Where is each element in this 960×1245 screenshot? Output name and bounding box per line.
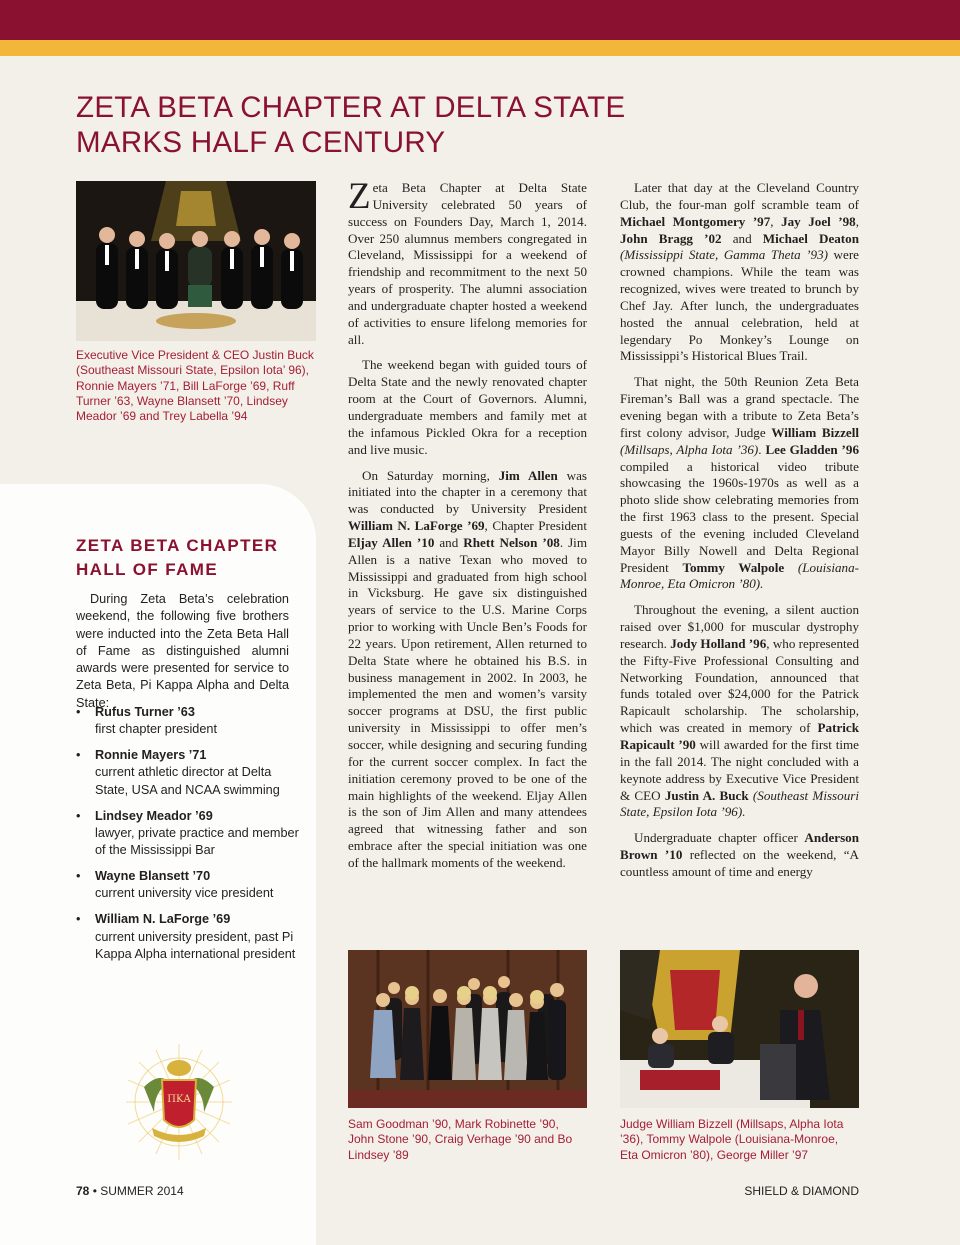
paragraph-text: , who represented the Fifty-Five Professional Consulting and Networking Foundation, announced that funds totaled over $24,000 for the Patrick Rapicault scholarship. The scholarship, which was created in memory of bbox=[620, 635, 860, 736]
list-item bbox=[76, 704, 301, 739]
hall-of-fame-intro: During Zeta Beta’s celebration weekend, the following five brothers were inducted into the Zeta Beta Hall of Fame as distinguished alumni awards were presented for service to Zeta Beta, Pi Kappa Alpha and Delta State: bbox=[76, 592, 289, 710]
affiliation-italic: (Southeast Missouri State, Epsilon Iota ’96). bbox=[620, 787, 859, 820]
photo-speaker-podium bbox=[620, 950, 859, 1108]
paragraph-text: Later that day at the Cleveland Country Club, the four-man golf scramble team of bbox=[620, 180, 859, 212]
paragraph-text: . bbox=[758, 441, 762, 457]
inductee-description: current athletic director at Delta State, USA and NCAA swimming bbox=[95, 765, 280, 797]
paragraph bbox=[348, 468, 587, 872]
name-bold: Anderson Brown ’10 bbox=[620, 830, 859, 863]
top-banner-maroon bbox=[0, 0, 960, 40]
name-bold: Eljay Allen ’10 bbox=[348, 534, 435, 550]
paragraph-text: On Saturday morning, bbox=[362, 467, 490, 483]
inductee-description: current university vice president bbox=[95, 886, 274, 901]
paragraph-text: eta Beta Chapter at Delta State University celebrated 50 years of success on Founders Day, March 1, 2014. Over 250 alumnus members congregated in Cleveland, Mississippi for a weekend of friendship and recommitment to the next 50 years of prosperity. The alumni association and undergraduate chapter hosted a weekend of activities to ensure lifelong memories for all. bbox=[348, 180, 587, 347]
hall-of-fame-list bbox=[76, 704, 301, 972]
paragraph bbox=[620, 180, 859, 365]
name-bold: Michael Montgomery ’97 bbox=[620, 213, 771, 229]
hall-of-fame-title: ZETA BETA CHAPTER HALL OF FAME bbox=[76, 536, 279, 579]
top-banner-gold bbox=[0, 40, 960, 56]
paragraph bbox=[348, 176, 587, 348]
paragraph bbox=[620, 374, 859, 593]
paragraph-text: and bbox=[732, 230, 752, 246]
name-bold: John Bragg ’02 bbox=[620, 230, 722, 246]
paragraph-text: will awarded for the first time in the fall 2014. The night concluded with a keynote address by Executive Vice President & CEO bbox=[620, 737, 859, 803]
photo-speaker-podium-image bbox=[620, 950, 859, 1108]
paragraph-text: and bbox=[439, 534, 459, 550]
drop-cap: Z bbox=[348, 176, 371, 217]
paragraph-text: . Jim Allen is a native Texan who moved to Mississippi and graduated from high school in Vicksburg. He gave six distinguished years of service to the U.S. Marine Corps prior to working with Uncle Ben’s Foods for 22 years. Upon retirement, Allen returned to Delta State where he obtained his B.S. in business management in 2002. In 2003, he implemented the men and women’s varsity soccer programs at DSU, the first public university in Mississippi to offer men’s soccer, while designing and securing funding for the current soccer complex. In fact the initiation ceremony proved to be one of the main highlights of the weekend. Eljay Allen is the son of Jim Allen and many attendees agreed that witnessing father and son embrace after the special initiation was one of the hallmark moments of the weekend. bbox=[348, 534, 588, 870]
article-column-2 bbox=[620, 180, 859, 890]
name-bold: Jay Joel ’98 bbox=[781, 213, 856, 229]
paragraph bbox=[620, 602, 859, 821]
name-bold: Justin A. Buck bbox=[664, 787, 749, 803]
caption-right-photo: Judge William Bizzell (Millsaps, Alpha Iota ’36), Tommy Walpole (Louisiana-Monroe, Eta Omicron ’80), George Miller ’97 bbox=[620, 1117, 844, 1162]
name-bold: Tommy Walpole bbox=[682, 559, 785, 575]
page-number: 78 bbox=[76, 1184, 90, 1198]
affiliation-italic: (Louisiana-Monroe, Eta Omicron ’80). bbox=[620, 559, 859, 592]
caption-middle-photo: Sam Goodman ’90, Mark Robinette ’90, John Stone ’90, Craig Verhage ’90 and Bo Lindsey ’89 bbox=[348, 1117, 573, 1162]
photo-group-tuxedos-image bbox=[76, 181, 316, 341]
paragraph-text: was initiated into the chapter in a ceremony that was conducted by University President bbox=[348, 467, 587, 517]
name-bold: Patrick Rapicault ’90 bbox=[620, 720, 859, 752]
footer-separator: • bbox=[92, 1184, 97, 1198]
paragraph-text: were crowned champions. While the team was recognized, wives were treated to brunch by Chef Jay. After lunch, the undergraduates hosted the annual celebration, held at legendary Po Monkey’s Lounge on Mississippi’s Historical Blues Trail. bbox=[620, 247, 859, 364]
paragraph-text: compiled a historical video tribute showcasing the 1960s-1970s as well as a photo slide show celebrating memories from the first 1963 class to the present. Special guests of the evening included Cleveland Mayor Billy Nowell and Delta Regional President bbox=[620, 458, 859, 575]
affiliation-italic: (Mississippi State, Gamma Theta ’93) bbox=[620, 247, 828, 263]
footer-left bbox=[76, 1184, 184, 1198]
name-bold: Jim Allen bbox=[498, 467, 558, 483]
list-item bbox=[76, 868, 301, 903]
name-bold: Jody Holland ’96 bbox=[670, 635, 767, 651]
caption-top-photo: Executive Vice President & CEO Justin Buck (Southeast Missouri State, Epsilon Iota’ 96), Ronnie Mayers ’71, Bill LaForge ’69, Ruff Turner ’63, Wayne Blansett ’70, Lindsey Meador ’69 and Trey Labella ’94 bbox=[76, 348, 314, 424]
paragraph-text: , bbox=[770, 213, 774, 229]
footer-publication: SHIELD & DIAMOND bbox=[744, 1184, 859, 1198]
inductee-description: first chapter president bbox=[95, 722, 217, 737]
name-bold: William Bizzell bbox=[771, 424, 859, 440]
paragraph-text: , Chapter President bbox=[484, 518, 587, 534]
paragraph-text: Undergraduate chapter officer bbox=[634, 830, 798, 846]
list-item bbox=[76, 808, 301, 860]
paragraph-text: The weekend began with guided tours of Delta State and the newly renovated chapter room at the Court of Governors. Alumni, undergraduate members and family met at the infamous Pickled Okra for a reception and live music. bbox=[348, 357, 587, 457]
crest-letters: ΠΚΑ bbox=[167, 1094, 191, 1105]
inductee-name: • Wayne Blansett ’70 bbox=[95, 869, 211, 884]
paragraph-text: That night, the 50th Reunion Zeta Beta Fireman’s Ball was a grand spectacle. The evening began with a tribute to Zeta Beta’s first colony advisor, Judge bbox=[620, 374, 859, 440]
paragraph-text: reflected on the weekend, “A countless amount of time and energy bbox=[620, 847, 860, 879]
name-bold: Michael Deaton bbox=[762, 230, 859, 246]
name-bold: William N. LaForge ’69 bbox=[348, 518, 485, 534]
inductee-name: • William N. LaForge ’69 bbox=[95, 912, 231, 927]
inductee-name: • Rufus Turner ’63 bbox=[95, 705, 195, 719]
paragraph bbox=[348, 357, 587, 458]
affiliation-italic: (Millsaps, Alpha Iota ’36) bbox=[620, 441, 759, 457]
list-item bbox=[76, 911, 301, 963]
inductee-name: • Ronnie Mayers ’71 bbox=[95, 748, 207, 763]
name-bold: Rhett Nelson ’08 bbox=[463, 534, 560, 550]
inductee-description: lawyer, private practice and member of the Mississippi Bar bbox=[95, 825, 299, 858]
crest-icon bbox=[124, 1042, 234, 1162]
paragraph-text: , bbox=[855, 213, 860, 229]
paragraph-text: Throughout the evening, a silent auction raised over $1,000 for muscular dystrophy research. bbox=[620, 602, 859, 651]
photo-group-reunion bbox=[348, 950, 587, 1108]
photo-group-reunion-image bbox=[348, 950, 587, 1108]
inductee-name: • Lindsey Meador ’69 bbox=[95, 808, 213, 823]
article-column-1 bbox=[348, 176, 588, 881]
photo-group-tuxedos bbox=[76, 181, 316, 341]
inductee-description: current university president, past Pi Kappa Alpha international president bbox=[95, 929, 296, 961]
footer-issue: SUMMER 2014 bbox=[100, 1184, 184, 1198]
paragraph bbox=[620, 830, 859, 881]
list-item bbox=[76, 747, 301, 799]
fraternity-crest bbox=[124, 1042, 234, 1162]
name-bold: Lee Gladden ’96 bbox=[765, 441, 859, 457]
article-title: ZETA BETA CHAPTER AT DELTA STATE MARKS HALF A CENTURY bbox=[76, 91, 626, 159]
